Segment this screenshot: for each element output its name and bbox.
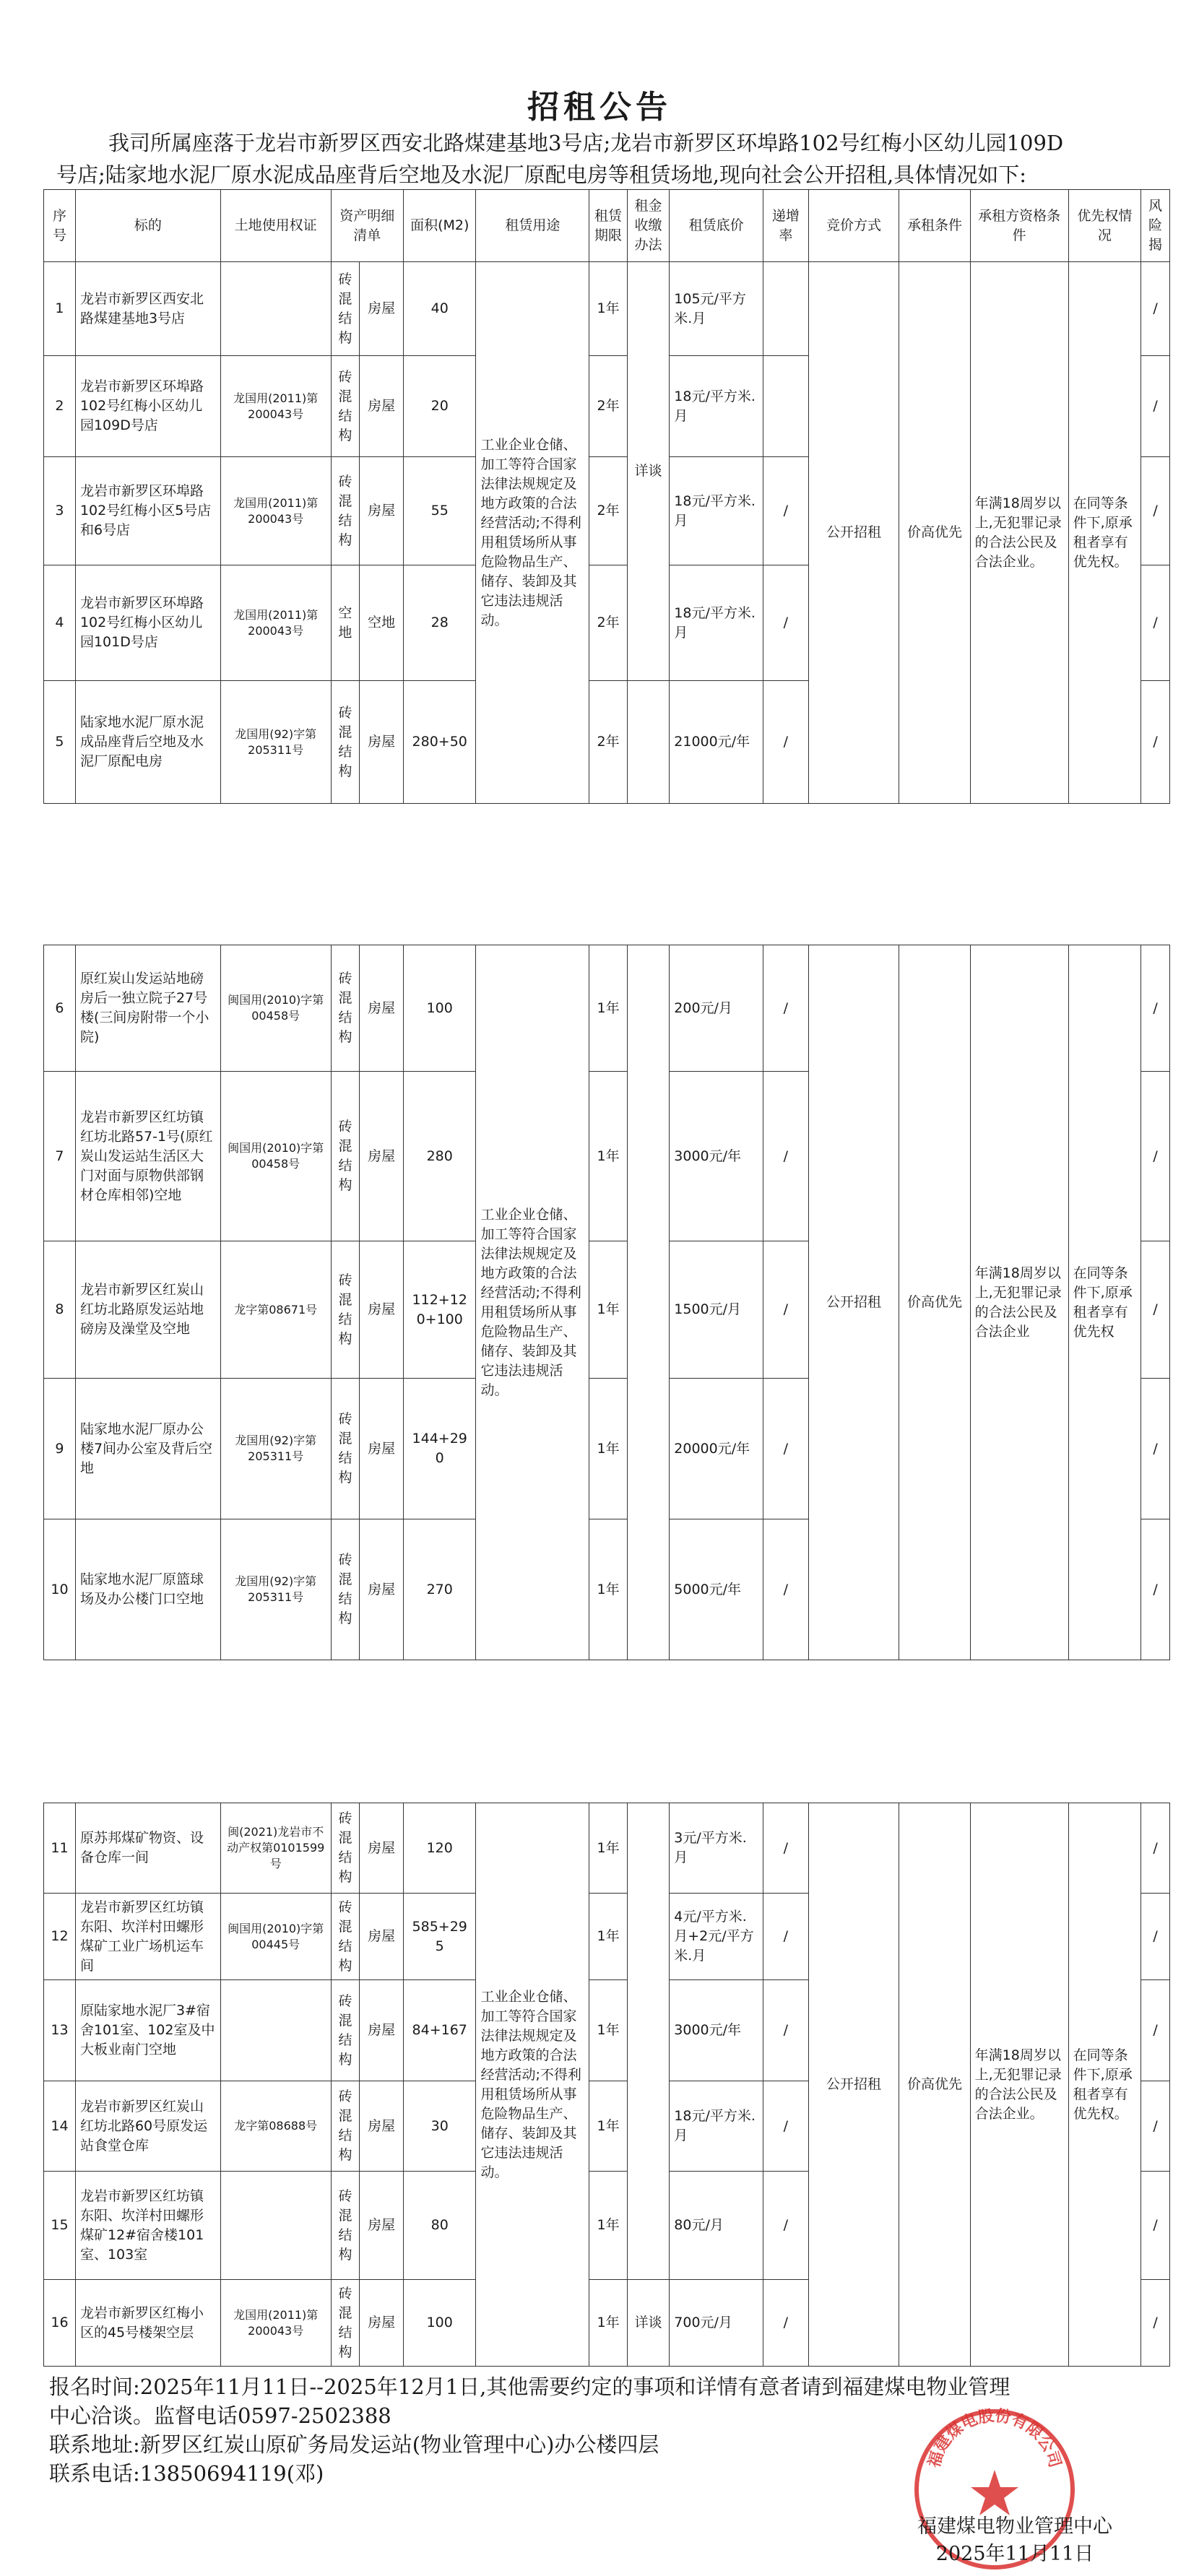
row-price: 3000元/年 xyxy=(670,1072,763,1241)
preference: 在同等条件下,原承租者享有优先权。 xyxy=(1068,262,1140,804)
row-no: 1 xyxy=(44,262,76,356)
header-use: 租赁用途 xyxy=(476,190,589,262)
contact-phone: 联系电话:13850694119(邓) xyxy=(49,2461,324,2486)
row-asset: 房屋 xyxy=(360,1379,404,1519)
row-target: 龙岩市新罗区环埠路102号红梅小区幼儿园109D号店 xyxy=(75,356,220,457)
row-cert: 龙国用(2011)第200043号 xyxy=(220,457,331,565)
row-incr: / xyxy=(763,2081,809,2172)
row-area: 30 xyxy=(404,2081,476,2172)
row-cert: 龙国用(2011)第200043号 xyxy=(220,356,331,457)
table-row xyxy=(44,1803,1170,1894)
row-asset: 房屋 xyxy=(360,2081,404,2172)
qualification: 年满18周岁以上,无犯罪记录的合法公民及合法企业。 xyxy=(970,1803,1068,2367)
row-struct: 砖混结构 xyxy=(331,2172,360,2280)
header-pay: 租金收缴办法 xyxy=(627,190,670,262)
row-price: 1500元/月 xyxy=(670,1241,763,1379)
header-cert: 土地使用权证 xyxy=(220,190,331,262)
row-risk: / xyxy=(1141,1519,1170,1660)
row-risk: / xyxy=(1141,1241,1170,1379)
row-incr: / xyxy=(763,2280,809,2367)
intro-line-2: 号店;陆家地水泥厂原水泥成品座背后空地及水泥厂原配电房等租赁场地,现向社会公开招租,具体情况如下: xyxy=(56,162,1026,187)
row-cert: 龙国用(92)字第205311号 xyxy=(220,681,331,804)
row-asset: 房屋 xyxy=(360,1894,404,1980)
bid-method: 公开招租 xyxy=(808,945,899,1660)
header-incr: 递增率 xyxy=(763,190,809,262)
row-risk: / xyxy=(1141,1894,1170,1980)
intro-line-1: 我司所属座落于龙岩市新罗区西安北路煤建基地3号店;龙岩市新罗区环埠路102号红梅小区幼儿园109D xyxy=(108,131,1064,155)
header-asset: 资产明细清单 xyxy=(331,190,403,262)
row-asset: 房屋 xyxy=(360,1803,404,1894)
row-target: 龙岩市新罗区红梅小区的45号楼架空层 xyxy=(75,2280,220,2367)
row-price: 18元/平方米.月 xyxy=(670,356,763,457)
row-struct: 砖混结构 xyxy=(331,1072,360,1241)
preference: 在同等条件下,原承租者享有优先权。 xyxy=(1068,1803,1140,2367)
row-target: 陆家地水泥厂原篮球场及办公楼门口空地 xyxy=(75,1519,220,1660)
row-no: 15 xyxy=(44,2172,76,2280)
row-cert xyxy=(220,262,331,356)
row-area: 280+50 xyxy=(404,681,476,804)
supervision-phone: 中心洽谈。监督电话0597-2502388 xyxy=(49,2403,391,2428)
row-cert xyxy=(220,2172,331,2280)
row-struct: 砖混结构 xyxy=(331,1519,360,1660)
row-risk: / xyxy=(1141,2081,1170,2172)
signature-date: 2025年11月11日 xyxy=(935,2543,1094,2565)
row-cert xyxy=(220,1980,331,2081)
row-term: 1年 xyxy=(589,1980,627,2081)
payment-method: 详谈 xyxy=(627,262,670,681)
row-cert: 龙国用(92)字第205311号 xyxy=(220,1519,331,1660)
row-asset: 空地 xyxy=(360,565,404,681)
table-header-row xyxy=(44,190,1170,262)
header-qual: 承租方资格条件 xyxy=(970,190,1068,262)
contact-address: 联系地址:新罗区红炭山原矿务局发运站(物业管理中心)办公楼四层 xyxy=(49,2432,659,2457)
row-risk: / xyxy=(1141,565,1170,681)
lease-condition: 价高优先 xyxy=(899,262,970,804)
row-incr: / xyxy=(763,1519,809,1660)
header-risk: 风险揭 xyxy=(1141,190,1170,262)
intro-paragraph xyxy=(56,127,1169,191)
row-struct: 砖混结构 xyxy=(331,457,360,565)
bid-method: 公开招租 xyxy=(808,1803,899,2367)
svg-text:福建煤电股份有限公司: 福建煤电股份有限公司 xyxy=(925,2406,1064,2470)
row-no: 5 xyxy=(44,681,76,804)
row-incr: / xyxy=(763,2172,809,2280)
row-target: 龙岩市新罗区红炭山红坊北路原发运站地磅房及澡堂及空地 xyxy=(75,1241,220,1379)
row-term: 2年 xyxy=(589,356,627,457)
row-price: 18元/平方米.月 xyxy=(670,457,763,565)
lease-use: 工业企业仓储、加工等符合国家法律法规规定及地方政策的合法经营活动;不得利用租赁场所从事危险物品生产、储存、装卸及其它违法违规活动。 xyxy=(476,1803,589,2367)
row-term: 2年 xyxy=(589,457,627,565)
row-target: 龙岩市新罗区环埠路102号红梅小区5号店和6号店 xyxy=(75,457,220,565)
row-target: 陆家地水泥厂原办公楼7间办公室及背后空地 xyxy=(75,1379,220,1519)
row-area: 20 xyxy=(404,356,476,457)
table-row xyxy=(44,262,1170,356)
row-target: 陆家地水泥厂原水泥成品座背后空地及水泥厂原配电房 xyxy=(75,681,220,804)
row-cert: 闽国用(2010)字第00458号 xyxy=(220,1072,331,1241)
row-term: 1年 xyxy=(589,945,627,1072)
row-risk: / xyxy=(1141,1803,1170,1894)
row-incr: / xyxy=(763,1894,809,1980)
row-price: 4元/平方米.月+2元/平方米.月 xyxy=(670,1894,763,1980)
row-no: 3 xyxy=(44,457,76,565)
row-target: 龙岩市新罗区红坊镇红坊北路57-1号(原红炭山发运站生活区大门对面与原物供部钢材仓库相邻)空地 xyxy=(75,1072,220,1241)
row-pay-blank xyxy=(627,681,670,804)
row-term: 1年 xyxy=(589,2081,627,2172)
row-price: 5000元/年 xyxy=(670,1519,763,1660)
row-target: 龙岩市新罗区西安北路煤建基地3号店 xyxy=(75,262,220,356)
row-target: 龙岩市新罗区红坊镇东阳、坎洋村田螺形煤矿工业广场机运车间 xyxy=(75,1894,220,1980)
row-struct: 空地 xyxy=(331,565,360,681)
header-method: 竞价方式 xyxy=(808,190,899,262)
row-term: 2年 xyxy=(589,681,627,804)
row-no: 7 xyxy=(44,1072,76,1241)
row-struct: 砖混结构 xyxy=(331,1803,360,1894)
row-term: 1年 xyxy=(589,2280,627,2367)
row-incr: / xyxy=(763,457,809,565)
notice-title: 招租公告 xyxy=(527,89,672,126)
row-no: 13 xyxy=(44,1980,76,2081)
lease-condition: 价高优先 xyxy=(899,1803,970,2367)
row-asset: 房屋 xyxy=(360,681,404,804)
rental-table-1 xyxy=(43,189,1170,804)
row-asset: 房屋 xyxy=(360,1980,404,2081)
row-term: 1年 xyxy=(589,262,627,356)
row-incr xyxy=(763,356,809,457)
row-struct: 砖混结构 xyxy=(331,1980,360,2081)
row-price: 18元/平方米.月 xyxy=(670,2081,763,2172)
row-no: 12 xyxy=(44,1894,76,1980)
row-cert: 闽国用(2010)字第00458号 xyxy=(220,945,331,1072)
row-incr: / xyxy=(763,1379,809,1519)
row-cert: 闽(2021)龙岩市不动产权第0101599号 xyxy=(220,1803,331,1894)
row-risk: / xyxy=(1141,262,1170,356)
row-risk: / xyxy=(1141,945,1170,1072)
row-struct: 砖混结构 xyxy=(331,356,360,457)
row-area: 100 xyxy=(404,945,476,1072)
row-cert: 闽国用(2010)字第00445号 xyxy=(220,1894,331,1980)
row-price: 80元/月 xyxy=(670,2172,763,2280)
row-term: 1年 xyxy=(589,1894,627,1980)
row-area: 55 xyxy=(404,457,476,565)
row-area: 120 xyxy=(404,1803,476,1894)
row-risk: / xyxy=(1141,681,1170,804)
row-struct: 砖混结构 xyxy=(331,1241,360,1379)
signature-block xyxy=(917,2513,1112,2568)
row-area: 280 xyxy=(404,1072,476,1241)
row-asset: 房屋 xyxy=(360,1241,404,1379)
row-no: 4 xyxy=(44,565,76,681)
row-struct: 砖混结构 xyxy=(331,1379,360,1519)
row-area: 28 xyxy=(404,565,476,681)
row-asset: 房屋 xyxy=(360,356,404,457)
row-term: 1年 xyxy=(589,1519,627,1660)
header-area: 面积(M2) xyxy=(404,190,476,262)
header-term: 租赁期限 xyxy=(589,190,627,262)
row-struct: 砖混结构 xyxy=(331,262,360,356)
row-risk: / xyxy=(1141,2280,1170,2367)
row-target: 原红炭山发运站地磅房后一独立院子27号楼(三间房附带一个小院) xyxy=(75,945,220,1072)
row-price: 200元/月 xyxy=(670,945,763,1072)
row-asset: 房屋 xyxy=(360,2280,404,2367)
row-target: 龙岩市新罗区红坊镇东阳、坎洋村田螺形煤矿12#宿舍楼101室、103室 xyxy=(75,2172,220,2280)
row-area: 585+295 xyxy=(404,1894,476,1980)
rental-table-2 xyxy=(43,945,1170,1660)
row-struct: 砖混结构 xyxy=(331,1894,360,1980)
row-incr: / xyxy=(763,1241,809,1379)
header-cond: 承租条件 xyxy=(899,190,970,262)
row-incr xyxy=(763,262,809,356)
row-risk: / xyxy=(1141,1980,1170,2081)
row-struct: 砖混结构 xyxy=(331,945,360,1072)
row-incr: / xyxy=(763,565,809,681)
header-pref: 优先权情况 xyxy=(1068,190,1140,262)
row-price: 700元/月 xyxy=(670,2280,763,2367)
row-incr: / xyxy=(763,1980,809,2081)
row-asset: 房屋 xyxy=(360,457,404,565)
row-no: 10 xyxy=(44,1519,76,1660)
row-risk: / xyxy=(1141,457,1170,565)
row-risk: / xyxy=(1141,356,1170,457)
row-price: 3000元/年 xyxy=(670,1980,763,2081)
row-no: 8 xyxy=(44,1241,76,1379)
row-no: 2 xyxy=(44,356,76,457)
preference: 在同等条件下,原承租者享有优先权 xyxy=(1068,945,1140,1660)
row-cert: 龙字第08671号 xyxy=(220,1241,331,1379)
row-term: 1年 xyxy=(589,1241,627,1379)
row-area: 80 xyxy=(404,2172,476,2280)
payment-blank xyxy=(627,945,670,1660)
row-area: 84+167 xyxy=(404,1980,476,2081)
row-price: 21000元/年 xyxy=(670,681,763,804)
rental-table-3 xyxy=(43,1803,1170,2367)
row-no: 6 xyxy=(44,945,76,1072)
row-risk: / xyxy=(1141,1379,1170,1519)
row-term: 1年 xyxy=(589,1379,627,1519)
row-cert: 龙国用(2011)第200043号 xyxy=(220,565,331,681)
row-incr: / xyxy=(763,1072,809,1241)
header-price: 租赁底价 xyxy=(670,190,763,262)
qualification: 年满18周岁以上,无犯罪记录的合法公民及合法企业。 xyxy=(970,262,1068,804)
lease-condition: 价高优先 xyxy=(899,945,970,1660)
row-area: 112+120+100 xyxy=(404,1241,476,1379)
row-term: 1年 xyxy=(589,2172,627,2280)
row-asset: 房屋 xyxy=(360,1072,404,1241)
signature-org: 福建煤电物业管理中心 xyxy=(917,2515,1112,2538)
row-no: 9 xyxy=(44,1379,76,1519)
row-asset: 房屋 xyxy=(360,2172,404,2280)
row-target: 原苏邦煤矿物资、设备仓库一间 xyxy=(75,1803,220,1894)
signup-time: 报名时间:2025年11月11日--2025年12月1日,其他需要约定的事项和详情有意者请到福建煤电物业管理 xyxy=(49,2375,1010,2399)
row-incr: / xyxy=(763,945,809,1072)
row-cert: 龙国用(2011)第200043号 xyxy=(220,2280,331,2367)
row-area: 40 xyxy=(404,262,476,356)
row-risk: / xyxy=(1141,1072,1170,1241)
row-area: 270 xyxy=(404,1519,476,1660)
row-target: 龙岩市新罗区红炭山红坊北路60号原发运站食堂仓库 xyxy=(75,2081,220,2172)
row-price: 3元/平方米.月 xyxy=(670,1803,763,1894)
row-incr: / xyxy=(763,1803,809,1894)
row-price: 20000元/年 xyxy=(670,1379,763,1519)
header-target: 标的 xyxy=(75,190,220,262)
row-cert: 龙字第08688号 xyxy=(220,2081,331,2172)
row-asset: 房屋 xyxy=(360,945,404,1072)
row-struct: 砖混结构 xyxy=(331,2081,360,2172)
row-area: 144+290 xyxy=(404,1379,476,1519)
header-no: 序号 xyxy=(44,190,76,262)
bid-method: 公开招租 xyxy=(808,262,899,804)
payment-blank xyxy=(627,1803,670,2280)
lease-use: 工业企业仓储、加工等符合国家法律法规规定及地方政策的合法经营活动;不得利用租赁场所从事危险物品生产、储存、装卸及其它违法违规活动。 xyxy=(476,262,589,804)
payment-method: 详谈 xyxy=(627,2280,670,2367)
row-risk: / xyxy=(1141,2172,1170,2280)
row-struct: 砖混结构 xyxy=(331,2280,360,2367)
row-struct: 砖混结构 xyxy=(331,681,360,804)
row-incr: / xyxy=(763,681,809,804)
row-no: 16 xyxy=(44,2280,76,2367)
row-term: 2年 xyxy=(589,565,627,681)
row-no: 11 xyxy=(44,1803,76,1894)
row-asset: 房屋 xyxy=(360,1519,404,1660)
row-asset: 房屋 xyxy=(360,262,404,356)
table-row xyxy=(44,945,1170,1072)
row-area: 100 xyxy=(404,2280,476,2367)
row-term: 1年 xyxy=(589,1072,627,1241)
row-no: 14 xyxy=(44,2081,76,2172)
row-target: 龙岩市新罗区环埠路102号红梅小区幼儿园101D号店 xyxy=(75,565,220,681)
lease-use: 工业企业仓储、加工等符合国家法律法规规定及地方政策的合法经营活动;不得利用租赁场所从事危险物品生产、储存、装卸及其它违法违规活动。 xyxy=(476,945,589,1660)
qualification: 年满18周岁以上,无犯罪记录的合法公民及合法企业 xyxy=(970,945,1068,1660)
row-target: 原陆家地水泥厂3#宿舍101室、102室及中大板业南门空地 xyxy=(75,1980,220,2081)
row-cert: 龙国用(92)字第205311号 xyxy=(220,1379,331,1519)
row-term: 1年 xyxy=(589,1803,627,1894)
row-price: 18元/平方米.月 xyxy=(670,565,763,681)
row-price: 105元/平方米.月 xyxy=(670,262,763,356)
